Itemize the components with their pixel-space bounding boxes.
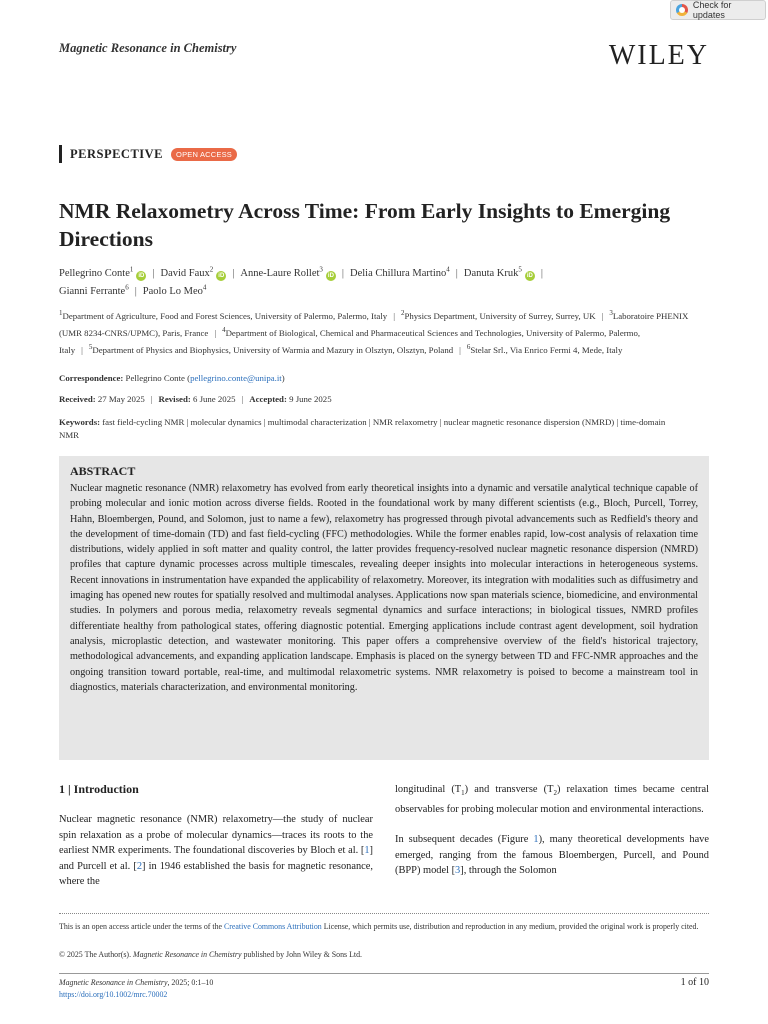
author-name[interactable]: David Faux$^2$ (160, 265, 214, 279)
affiliations: $^1$Department of Agriculture, Food and Forest Sciences, University of Palermo, Palermo, Italy | $^2$Physics Department, University of Surrey, Surrey, UK | $^3$Laboratoire PHENIX (UMR 8234-CNRS/UPMC), Paris, France | $^4$Department of Biological, Chemical and Pharmaceutical Sciences and Technologies, University of Palermo, Palermo, Italy | $^5$Department of Physics and Biophysics, University of Warmia and Mazury in Olsztyn, Olsztyn, Poland | $^6$Stelar Srl., Via Enrico Fermi 4, Mede, Italy (59, 309, 689, 355)
orcid-icon[interactable]: iD (218, 272, 225, 279)
intro-column-right (395, 782, 709, 894)
author-name[interactable]: Paolo Lo Meo$^4$ (142, 283, 207, 297)
abstract-text: Nuclear magnetic resonance (NMR) relaxometry has evolved from early theoretical insights into a dynamic and versatile analytical technique capable of probing molecular and ionic motion across diverse fields. Rooted in the foundational work by many different scientists (e.g., Bloch, Purcell, Torrey, Hahn, Bloembergen, Pound, and Solomon, just to name a few), relaxometry has progressed through pivotal advancements such as Redfield's theory and the development of time-domain (TD) and fast field-cycling (FFC) methodologies. While the former enables rapid, low-cost analysis of relaxation time distributions, widely applied in soft matter and quality control, the latter provides frequency-resolved nuclear magnetic resonance dispersion (NMRD) profiles that capture dynamic processes across multiple timescales, revealing deeper insights into molecular interactions in heterogeneous systems. Recent innovations in instrumentation have expanded the applicability of relaxometry. Moreover, its integration with modalities such as diffusimetry and imaging has opened new routes for spatially resolved and multimodal analyses. Applications now span materials science, biomedicine, and environmental studies. In polymers and porous media, relaxometry reveals segmental dynamics and surface interactions; in biological tissues, NMRD profiles differentiate healthy from pathological states, offering diagnostic potential. Emerging applications include contrast agent development, soil hydration analysis, microplastic detection, and wastewater monitoring. This paper offers a comprehensive overview of the field's historical trajectory, methodological advancements, and expanding application landscape. Emphasis is placed on the synergy between TD and FFC-NMR approaches and the ongoing transition toward portable, real-time, and multimodal relaxometric systems. NMR relaxometry is poised to become a mainstream tool in diagnostics, materials characterization, and environmental monitoring. (70, 483, 698, 693)
open-access-badge: OPEN ACCESS (171, 148, 237, 161)
author-name[interactable]: Anne-Laure Rollet$^3$ (240, 265, 323, 279)
orcid-icon[interactable]: iD (526, 272, 533, 279)
section-heading-introduction: 1 | Introduction (59, 782, 139, 796)
correspondence-email-link[interactable]: pellegrino.conte@unipa.it (190, 373, 282, 383)
paragraph: In subsequent decades (Figure 1), many theoretical developments have emerged, ranging from the famous Bloembergen, Purcell, and Pound (BPP) model [3], through the Solomon (395, 834, 709, 877)
check-for-updates-label: Check for updates (692, 0, 732, 20)
author-list: Pellegrino Conte$^1$iD | David Faux$^2$iD | Anne-Laure Rollet$^3$iD | Delia Chillura Martino$^4$ | Danuta Kruk$^5$iD | Gianni Ferrante$^6$ | Paolo Lo Meo$^4$ (59, 265, 543, 297)
reference-link[interactable]: 3 (455, 865, 461, 877)
divider (59, 913, 709, 914)
author-name[interactable]: Gianni Ferrante$^6$ (59, 283, 129, 297)
affiliation: Laboratoire PHENIX (UMR 8234-CNRS/UPMC), Paris, France (59, 310, 689, 338)
author-name[interactable]: Delia Chillura Martino$^4$ (350, 265, 450, 279)
abstract-heading: ABSTRACT (70, 464, 136, 478)
author-name[interactable]: Pellegrino Conte$^1$ (59, 265, 134, 279)
orcid-icon[interactable]: iD (138, 272, 145, 279)
doi-link[interactable]: https://doi.org/10.1002/mrc.70002 (59, 990, 168, 999)
article-type-bar (59, 145, 62, 163)
paper-title: NMR Relaxometry Across Time: From Early Insights to Emerging Directions (59, 199, 671, 251)
orcid-icon[interactable]: iD (327, 272, 334, 279)
paragraph: longitudinal $(T_1)$ and transverse $(T_2)$ relaxation times became central observables for probing molecular motion and environmental interactions. (395, 784, 710, 815)
correspondence: Correspondence: Pellegrino Conte (pellegrino.conte@unipa.it) (59, 373, 285, 383)
intro-column-left: Nuclear magnetic resonance (NMR) relaxometry—the study of nuclear spin relaxation as a probe of molecular dynamics—traces its roots to the earliest NMR experiments. The foundational discoveries by Bloch et al. [1] and Purcell et al. [2] in 1946 established the basis for magnetic resonance, where the (59, 814, 373, 887)
figure-link[interactable]: 1 (533, 834, 539, 846)
copyright-notice: © 2025 The Author(s). Magnetic Resonance in Chemistry published by John Wiley & Sons Ltd. (59, 950, 363, 959)
affiliation: Department of Agriculture, Food and Forest Sciences, University of Palermo, Palermo, Italy (62, 310, 388, 321)
license-notice: This is an open access article under the terms of the Creative Commons Attribution License, which permits use, distribution and reproduction in any medium, provided the original work is properly cited. (59, 922, 699, 931)
accepted-date: 9 June 2025 (289, 394, 332, 404)
keywords: Keywords: fast field-cycling NMR | molecular dynamics | multimodal characterization | NMR relaxometry | nuclear magnetic resonance dispersion (NMRD) | time-domain NMR (59, 417, 666, 440)
affiliation: Department of Biological, Chemical and Pharmaceutical Sciences and Technologies, University of Palermo, Palermo, Italy (59, 327, 641, 355)
affiliation: Stelar Srl., Via Enrico Fermi 4, Mede, Italy (470, 344, 623, 355)
publisher-logo: WILEY (608, 40, 709, 71)
affiliation: Department of Physics and Biophysics, University of Warmia and Mazury in Olsztyn, Olsztyn, Poland (92, 344, 454, 355)
received-date: 27 May 2025 (97, 394, 145, 404)
page-number: 1 of 10 (680, 977, 709, 988)
abstract-box (59, 456, 709, 760)
revised-date: 6 June 2025 (192, 394, 236, 404)
reference-link[interactable]: 1 (364, 845, 370, 856)
author-name[interactable]: Danuta Kruk$^5$ (463, 265, 522, 279)
reference-link[interactable]: 2 (136, 860, 143, 872)
affiliation: Physics Department, University of Surrey, Surrey, UK (404, 310, 596, 321)
crossmark-icon (676, 4, 688, 16)
article-type-label: PERSPECTIVE (70, 146, 164, 161)
creative-commons-link[interactable]: Creative Commons Attribution (224, 922, 322, 931)
keywords-text: fast field-cycling NMR | molecular dynamics | multimodal characterization | NMR relaxometry | nuclear magnetic resonance dispersion (NMRD) | time-domain NMR (59, 417, 666, 440)
footer-citation: Magnetic Resonance in Chemistry, 2025; 0:1–10 (59, 978, 214, 987)
article-type-row (59, 145, 237, 163)
footer-divider (59, 973, 709, 974)
article-dates: Received: 27 May 2025 | Revised: 6 June 2025 | Accepted: 9 June 2025 (59, 394, 332, 404)
journal-title: Magnetic Resonance in Chemistry (59, 41, 237, 55)
check-for-updates-button[interactable] (670, 0, 766, 20)
